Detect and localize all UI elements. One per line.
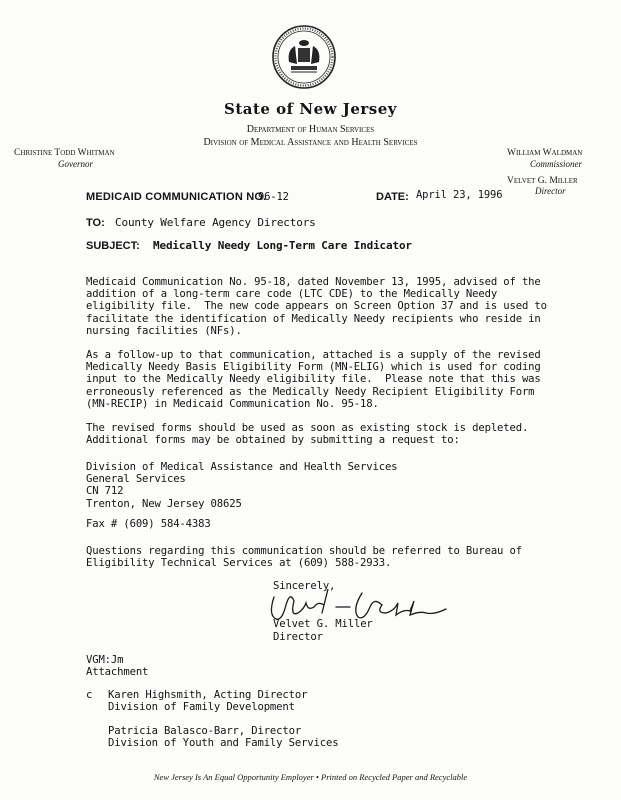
mailing-address: Division of Medical Assistance and Health Services General Services CN 712 Trenton, New Jersey 08625 [86,461,398,510]
subject-value: Medically Needy Long-Term Care Indicator [153,239,412,252]
subject-label: SUBJECT: [86,240,140,252]
closing-salutation: Sincerely, [273,580,336,592]
typist-initials: VGM:Jm [86,654,124,666]
cc-recipient-2-org: Division of Youth and Family Services [108,737,339,749]
governor-title: Governor [58,159,93,169]
fax-number: Fax # (609) 584-4383 [86,518,211,530]
cc-recipient-2-name: Patricia Balasco-Barr, Director [108,725,302,737]
commissioner-name: William Waldman [507,148,583,158]
to-value: County Welfare Agency Directors [115,216,316,229]
body-paragraph-1: Medicaid Communication No. 95-18, dated November 13, 1995, advised of the addition of a long-term care code (LTC CDE) to the Medically Needy eligibility file. The new code appears on Screen Option 37 and is used to facilitate the identification of Medically Needy recipients who reside in nursing facilities (NFs). [86,276,547,337]
attachment-note: Attachment [86,666,149,678]
medicaid-communication-number: 96-12 [258,191,289,203]
date-value: April 23, 1996 [416,189,503,201]
footer-note: New Jersey Is An Equal Opportunity Employer • Printed on Recycled Paper and Recyclable [153,772,468,782]
signer-name: Velvet G. Miller [273,618,373,630]
cc-label: c [86,689,93,701]
body-paragraph-2: As a follow-up to that communication, attached is a supply of the revised Medically Needy Basis Eligibility Form (MN-ELIG) which is used for coding input to the Medically Needy eligibility file. Please note that this was erroneously referenced as the Medically Needy Recipient Eligibility Form (MN-RECIP) in Medicaid Communication No. 95-18. [86,349,541,410]
state-seal-icon [271,24,337,90]
division-name: Division of Medical Assistance and Health Services [203,137,418,148]
cc-recipient-1-name: Karen Highsmith, Acting Director [108,689,308,701]
department-name: Department of Human Services [246,124,375,135]
governor-name: Christine Todd Whitman [14,148,115,158]
director-title: Director [535,186,566,196]
signer-title: Director [273,631,323,643]
date-label: DATE: [376,191,409,203]
body-paragraph-4: Questions regarding this communication should be referred to Bureau of Eligibility Technical Services at (609) 588-2933. [86,545,522,570]
commissioner-title: Commissioner [530,159,583,169]
director-name: Velvet G. Miller [507,176,578,186]
body-paragraph-3: The revised forms should be used as soon as existing stock is depleted. Additional forms may be obtained by submitting a request to: [86,422,529,447]
medicaid-communication-label: MEDICAID COMMUNICATION NO. [86,191,267,203]
cc-recipient-1-org: Division of Family Development [108,701,295,713]
state-name: State of New Jersey [224,100,397,118]
to-label: TO: [86,217,105,229]
